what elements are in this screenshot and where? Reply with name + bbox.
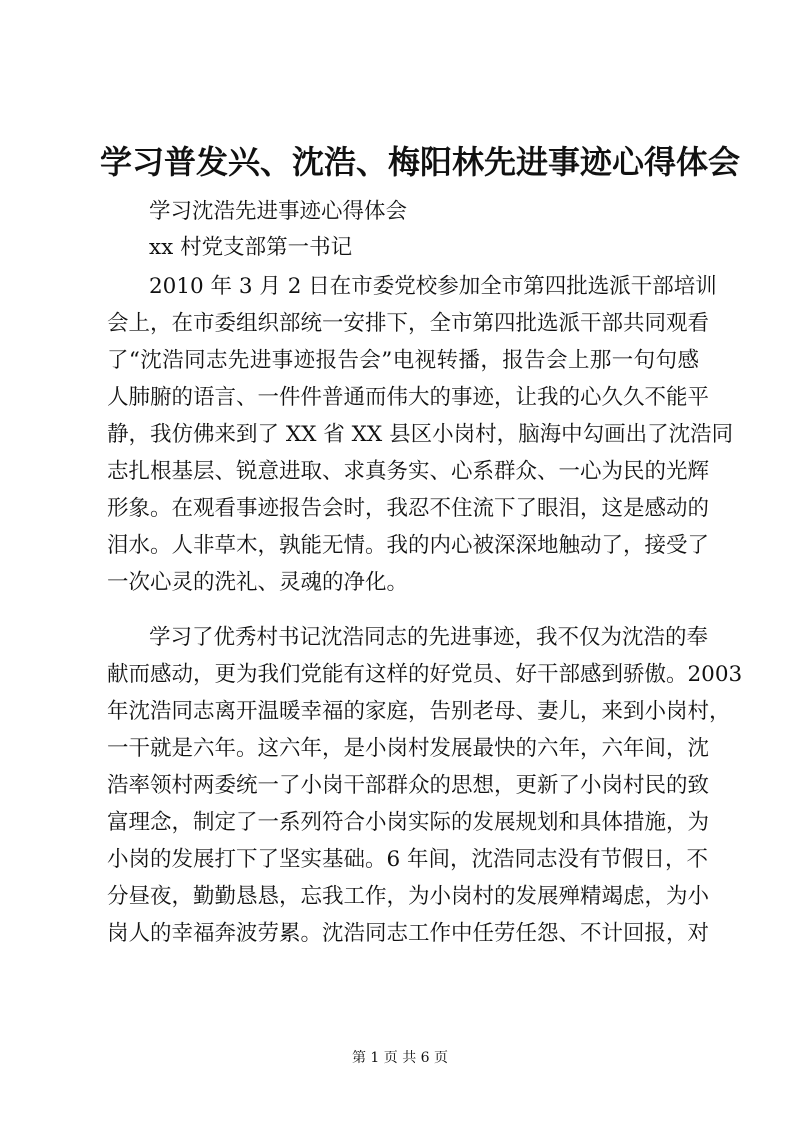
page-footer: 第 1 页 共 6 页 (351, 1050, 449, 1066)
paragraph-2-line: 岗人的幸福奔波劳累。沈浩同志工作中任劳任怨、不计回报，对 (107, 921, 710, 946)
paragraph-1-line: 一次心灵的洗礼、灵魂的净化。 (107, 570, 409, 595)
document-title: 学习普发兴、沈浩、梅阳林先进事迹心得体会 (100, 143, 741, 181)
paragraph-2-line: 学习了优秀村书记沈浩同志的先进事迹，我不仅为沈浩的奉 (149, 625, 709, 650)
paragraph-1-line: 人肺腑的语言、一件件普通而伟大的事迹，让我的心久久不能平 (107, 385, 710, 410)
author-line: xx 村党支部第一书记 (149, 235, 353, 260)
paragraph-1-line: 了“沈浩同志先进事迹报告会”电视转播，报告会上那一句句感 (107, 348, 699, 373)
paragraph-2-line: 献而感动，更为我们党能有这样的好党员、好干部感到骄傲。2003 (107, 662, 743, 687)
paragraph-1-line: 静，我仿佛来到了 XX 省 XX 县区小岗村，脑海中勾画出了沈浩同 (107, 422, 734, 447)
paragraph-1-line: 志扎根基层、锐意进取、求真务实、心系群众、一心为民的光辉 (107, 459, 710, 484)
paragraph-1-line: 会上，在市委组织部统一安排下，全市第四批选派干部共同观看 (107, 311, 710, 336)
paragraph-2-line: 浩率领村两委统一了小岗干部群众的思想，更新了小岗村民的致 (107, 773, 710, 798)
paragraph-2-line: 一干就是六年。这六年，是小岗村发展最快的六年，六年间，沈 (107, 736, 710, 761)
paragraph-1-line: 泪水。人非草木，孰能无情。我的内心被深深地触动了，接受了 (107, 533, 710, 558)
paragraph-2-line: 分昼夜，勤勤恳恳，忘我工作，为小岗村的发展殚精竭虑，为小 (107, 884, 710, 909)
paragraph-1-line: 形象。在观看事迹报告会时，我忍不住流下了眼泪，这是感动的 (107, 496, 710, 521)
paragraph-1-line: 2010 年 3 月 2 日在市委党校参加全市第四批选派干部培训 (149, 274, 717, 299)
subtitle: 学习沈浩先进事迹心得体会 (149, 199, 408, 224)
paragraph-2-line: 小岗的发展打下了坚实基础。6 年间，沈浩同志没有节假日，不 (107, 847, 709, 872)
paragraph-2-line: 年沈浩同志离开温暖幸福的家庭，告别老母、妻儿，来到小岗村， (107, 699, 731, 724)
paragraph-2-line: 富理念，制定了一系列符合小岗实际的发展规划和具体措施，为 (107, 810, 710, 835)
